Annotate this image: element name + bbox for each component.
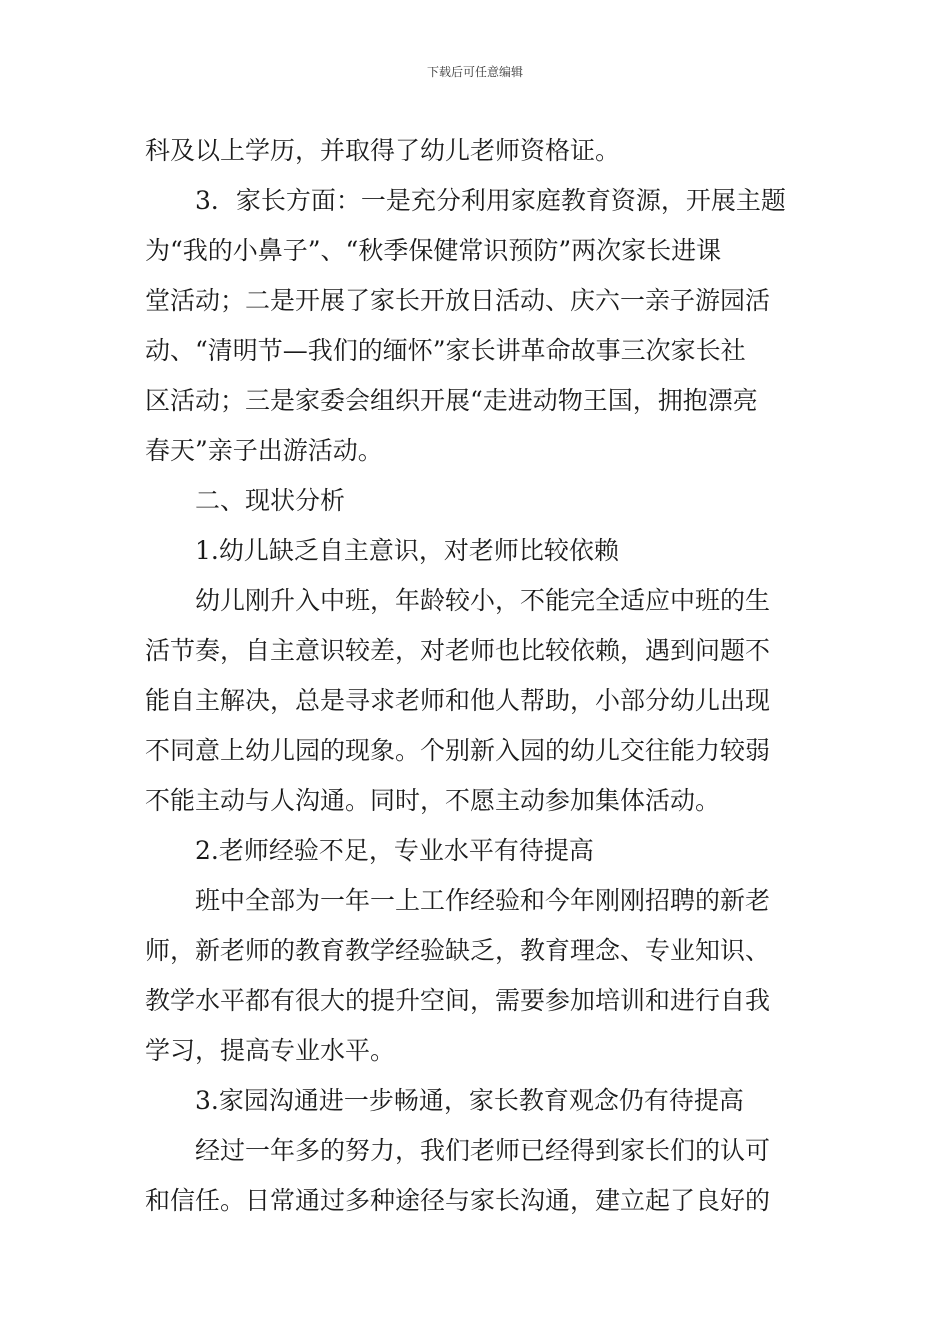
text-line: 3．家长方面：一是充分利用家庭教育资源，开展主题 xyxy=(195,186,786,215)
subsection-heading: 3.家园沟通进一步畅通，家长教育观念仍有待提高 xyxy=(195,1086,744,1115)
section-heading: 二、现状分析 xyxy=(195,486,346,515)
text-line: 科及以上学历，并取得了幼儿老师资格证。 xyxy=(145,136,621,165)
text-line: 幼儿刚升入中班，年龄较小，不能完全适应中班的生 xyxy=(195,586,771,615)
text-line: 活节奏，自主意识较差，对老师也比较依赖，遇到问题不 xyxy=(145,636,771,665)
text-line: 学习，提高专业水平。 xyxy=(145,1036,396,1065)
text-line: 为“我的小鼻子”、“秋季保健常识预防”两次家长进课 xyxy=(145,236,722,265)
text-line: 班中全部为一年一上工作经验和今年刚刚招聘的新老 xyxy=(195,886,771,915)
text-line: 堂活动；二是开展了家长开放日活动、庆六一亲子游园活 xyxy=(145,286,771,315)
text-line: 不同意上幼儿园的现象。个别新入园的幼儿交往能力较弱 xyxy=(145,736,771,765)
text-line: 能自主解决，总是寻求老师和他人帮助，小部分幼儿出现 xyxy=(145,686,771,715)
page-header: 下载后可任意编辑 xyxy=(426,65,523,79)
subsection-heading: 2.老师经验不足，专业水平有待提高 xyxy=(195,836,594,865)
text-line: 区活动；三是家委会组织开展“走进动物王国，拥抱漂亮 xyxy=(145,386,758,415)
text-line: 春天”亲子出游活动。 xyxy=(145,436,383,465)
text-line: 不能主动与人沟通。同时，不愿主动参加集体活动。 xyxy=(145,786,721,815)
text-line: 教学水平都有很大的提升空间，需要参加培训和进行自我 xyxy=(145,986,771,1015)
text-line: 经过一年多的努力，我们老师已经得到家长们的认可 xyxy=(195,1136,771,1165)
text-line: 师，新老师的教育教学经验缺乏，教育理念、专业知识、 xyxy=(145,936,771,965)
text-line: 动、“清明节—我们的缅怀”家长讲革命故事三次家长社 xyxy=(145,336,746,365)
text-line: 和信任。日常通过多种途径与家长沟通，建立起了良好的 xyxy=(145,1186,771,1215)
document-body xyxy=(145,126,807,1226)
subsection-heading: 1.幼儿缺乏自主意识，对老师比较依赖 xyxy=(195,536,619,565)
